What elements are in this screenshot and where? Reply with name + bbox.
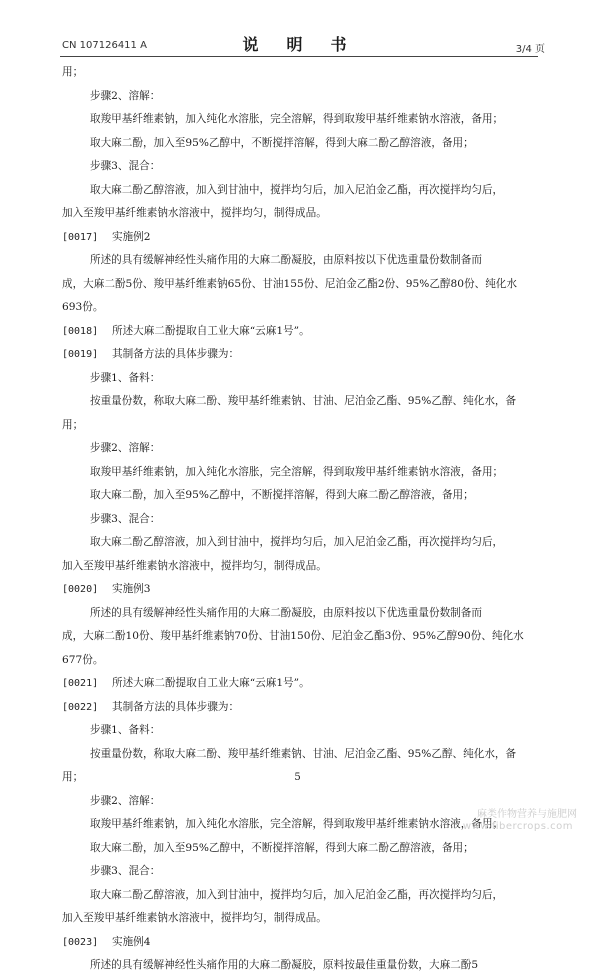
line-text: 取大麻二酚乙醇溶液，加入到甘油中，搅拌均匀后，加入尼泊金乙酯，再次搅拌均匀后，: [90, 183, 504, 196]
line-text: 步骤3、混合：: [90, 865, 161, 877]
paragraph-number: [0017]: [62, 231, 99, 243]
indented-text-line: [62, 860, 532, 884]
indented-text-line: [62, 531, 532, 555]
indented-text-line: [62, 508, 532, 532]
indented-text-line: [62, 85, 532, 109]
paragraph-text: 实施例2: [112, 230, 151, 243]
line-text: 步骤1、备料：: [90, 724, 161, 736]
line-text: 所述的具有缓解神经性头痛作用的大麻二酚凝胶，原料按最佳重量份数，大麻二酚5: [90, 959, 479, 971]
text-line: [62, 649, 532, 673]
paragraph-heading: [62, 320, 532, 344]
paragraph-number: [0023]: [62, 936, 99, 948]
line-text: 693份。: [62, 301, 104, 313]
paragraph-text: 实施例3: [112, 583, 151, 595]
page-indicator: 3/4 页: [515, 44, 545, 55]
indented-text-line: [62, 461, 532, 485]
indented-text-line: [62, 155, 532, 179]
header-rule: [60, 56, 538, 57]
line-text: 步骤3、混合：: [90, 512, 161, 525]
indented-text-line: [62, 437, 532, 461]
line-text: 677份。: [62, 653, 104, 666]
text-line: [62, 61, 532, 85]
line-text: 加入至羧甲基纤维素钠水溶液中，搅拌均匀，制得成品。: [62, 912, 327, 924]
line-text: 步骤2、溶解：: [90, 442, 161, 454]
text-line: [62, 296, 532, 320]
line-text: 所述的具有缓解神经性头痛作用的大麻二酚凝胶，由原料按以下优选重量份数制备而: [90, 254, 482, 266]
line-text: 所述的具有缓解神经性头痛作用的大麻二酚凝胶，由原料按以下优选重量份数制备而: [90, 606, 482, 619]
indented-text-line: [62, 743, 532, 767]
line-text: 步骤2、溶解：: [90, 89, 161, 102]
line-text: 取羧甲基纤维素钠，加入纯化水溶胀，完全溶解，得到取羧甲基纤维素钠水溶液，备用；: [90, 818, 504, 830]
line-text: 用；: [62, 771, 84, 783]
indented-text-line: [62, 954, 532, 978]
indented-text-line: [62, 813, 532, 837]
indented-text-line: [62, 484, 532, 508]
paragraph-heading: [62, 672, 532, 696]
line-text: 取大麻二酚，加入至95%乙醇中，不断搅拌溶解，得到大麻二酚乙醇溶液，备用；: [90, 136, 474, 149]
line-text: 按重量份数，称取大麻二酚、羧甲基纤维素钠、甘油、尼泊金乙酯、95%乙醇、纯化水，备: [90, 747, 517, 760]
indented-text-line: [62, 790, 532, 814]
line-text: 成，大麻二酚5份、羧甲基纤维素钠65份、甘油155份、尼泊金乙酯2份、95%乙醇80份、纯化水: [62, 277, 517, 290]
line-text: 取大麻二酚乙醇溶液，加入到甘油中，搅拌均匀后，加入尼泊金乙酯，再次搅拌均匀后，: [90, 536, 504, 548]
paragraph-number: [0022]: [62, 701, 99, 713]
paragraph-text: 其制备方法的具体步骤为：: [112, 348, 240, 360]
text-line: [62, 202, 532, 226]
line-text: 取羧甲基纤维素钠，加入纯化水溶胀，完全溶解，得到取羧甲基纤维素钠水溶液，备用；: [90, 465, 504, 478]
text-line: [62, 907, 532, 931]
paragraph-text: 所述大麻二酚提取自工业大麻“云麻1号”。: [112, 677, 310, 689]
patent-number: CN 107126411 A: [62, 40, 147, 51]
line-text: 取大麻二酚乙醇溶液，加入到甘油中，搅拌均匀后，加入尼泊金乙酯，再次搅拌均匀后，: [90, 888, 504, 901]
line-text: 取大麻二酚，加入至95%乙醇中，不断搅拌溶解，得到大麻二酚乙醇溶液，备用；: [90, 489, 474, 501]
paragraph-heading: [62, 931, 532, 955]
line-text: 用；: [62, 66, 84, 78]
document-body: [62, 61, 532, 978]
paragraph-number: [0021]: [62, 678, 99, 689]
indented-text-line: [62, 367, 532, 391]
paragraph-number: [0019]: [62, 349, 99, 360]
indented-text-line: [62, 719, 532, 743]
paragraph-number: [0018]: [62, 325, 99, 337]
indented-text-line: [62, 108, 532, 132]
indented-text-line: [62, 602, 532, 626]
text-line: [62, 555, 532, 579]
line-text: 步骤2、溶解：: [90, 794, 161, 807]
paragraph-text: 所述大麻二酚提取自工业大麻“云麻1号”。: [112, 324, 310, 337]
document-title: 说 明 书: [242, 35, 353, 54]
line-text: 加入至羧甲基纤维素钠水溶液中，搅拌均匀，制得成品。: [62, 559, 327, 572]
line-text: 步骤3、混合：: [90, 160, 161, 172]
line-text: 取大麻二酚，加入至95%乙醇中，不断搅拌溶解，得到大麻二酚乙醇溶液，备用；: [90, 841, 474, 854]
paragraph-text: 其制备方法的具体步骤为：: [112, 700, 240, 713]
page-header: [0, 0, 595, 60]
line-text: 成，大麻二酚10份、羧甲基纤维素钠70份、甘油150份、尼泊金乙酯3份、95%乙醇90份、纯化水: [62, 630, 524, 642]
line-text: 用；: [62, 418, 84, 431]
line-text: 步骤1、备料：: [90, 371, 161, 384]
line-text: 按重量份数，称取大麻二酚、羧甲基纤维素钠、甘油、尼泊金乙酯、95%乙醇、纯化水，备: [90, 395, 517, 407]
indented-text-line: [62, 132, 532, 156]
watermark-site-name: 麻类作物营养与施肥网: [477, 809, 577, 820]
indented-text-line: [62, 837, 532, 861]
text-line: [62, 414, 532, 438]
page-number: 5: [294, 772, 301, 783]
paragraph-text: 实施例4: [112, 935, 151, 948]
paragraph-heading: [62, 696, 532, 720]
paragraph-number: [0020]: [62, 584, 99, 595]
watermark-url: www.fibercrops.com: [462, 821, 573, 832]
paragraph-heading: [62, 343, 532, 367]
indented-text-line: [62, 249, 532, 273]
text-line: [62, 273, 532, 297]
paragraph-heading: [62, 226, 532, 250]
paragraph-heading: [62, 578, 532, 602]
line-text: 加入至羧甲基纤维素钠水溶液中，搅拌均匀，制得成品。: [62, 207, 327, 219]
text-line: [62, 625, 532, 649]
indented-text-line: [62, 884, 532, 908]
indented-text-line: [62, 390, 532, 414]
indented-text-line: [62, 179, 532, 203]
line-text: 取羧甲基纤维素钠，加入纯化水溶胀，完全溶解，得到取羧甲基纤维素钠水溶液，备用；: [90, 113, 504, 125]
